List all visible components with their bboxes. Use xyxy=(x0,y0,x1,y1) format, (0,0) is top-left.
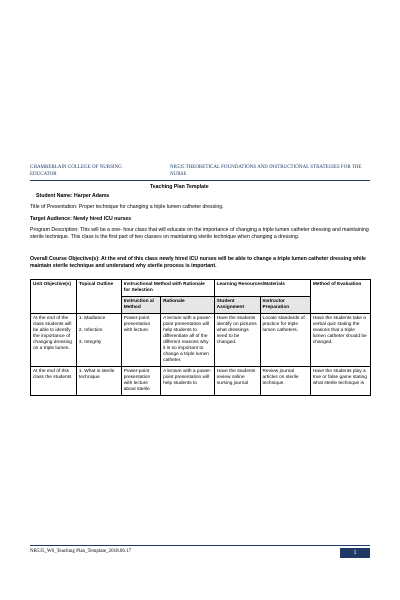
col-preparation: Instructor Preparation xyxy=(260,297,310,314)
cell-method: Power-point presentation with lecture about sterile xyxy=(121,367,160,396)
presentation-title: Title of Presentation: Proper technique for changing a triple lumen catheter dressing. xyxy=(30,204,224,210)
teaching-plan-table xyxy=(30,279,371,396)
cell-topical xyxy=(76,314,121,367)
col-evaluation: Method of Evaluation xyxy=(310,280,370,314)
page-footer xyxy=(30,545,370,560)
col-method: Instruction al Method xyxy=(121,297,160,314)
col-instructional-method: Instructional Method with Rationale for Selection xyxy=(121,280,214,297)
cell-preparation: Locate standards of practice for triple lumen catheters. xyxy=(260,314,310,367)
cell-rationale: A lecture with a power-point presentation will help students to differentiate all of the different reasons why it is so important to change a triple lumen catheter. xyxy=(161,314,215,367)
cell-preparation: Review journal articles on sterile technique. xyxy=(260,367,310,396)
cell-topical xyxy=(76,367,121,396)
cell-evaluation: Have the students take a verbal quiz stating the reasons that a triple lumen catheter should be changed. xyxy=(310,314,370,367)
document-title: Teaching Plan Template xyxy=(150,184,209,190)
page-header xyxy=(30,164,370,181)
cell-assignment: Have the students review online nursing journal xyxy=(214,367,260,396)
col-topical-outline: Topical Outline xyxy=(76,280,121,314)
student-name: Student Name: Harper Adams xyxy=(36,193,110,199)
col-learning-resources: Learning Resources/Materials xyxy=(214,280,310,297)
target-audience: Target Audience: Newly hired ICU nurses xyxy=(30,216,132,222)
header-right: NR535 THEORETICAL FOUNDATIONS AND INSTRUCTIONAL STRATEGIES FOR THE NURSE xyxy=(170,165,362,177)
cell-unit: At the end of the class students will be able to identify the importance of changing dressing on a triple lumen. xyxy=(31,314,77,367)
cell-evaluation: Have the students play a true or false game stating what sterile technique is xyxy=(310,367,370,396)
col-unit-objectives: Unit Objective(s) xyxy=(31,280,77,314)
table-row xyxy=(31,314,371,367)
page-number: 1 xyxy=(340,548,370,558)
topic-item: 2. Infection xyxy=(78,328,103,333)
topic-item: 1. Madtance xyxy=(78,316,106,321)
cell-unit: At the end of this class the students xyxy=(31,367,77,396)
footer-filename: NR535_W6_Teaching Plan_Template_2018.06.17 xyxy=(30,549,132,554)
topic-item: 3. Integrity xyxy=(78,340,102,345)
col-assignment: Student Assignment xyxy=(214,297,260,314)
program-description: Program Description: This will be a one- hour class that will educate on the importance of changing a triple lumen catheter dressing and maintaining sterile technique. This class is the first part of two classes on maintaining sterile technique when changing a dressing. xyxy=(30,227,369,240)
header-left: CHAMBERLAIN COLLEGE OF NURSING EDUCATOR xyxy=(30,165,122,177)
cell-method: Power-point presentation with lecture. xyxy=(121,314,160,367)
cell-assignment: Have the students identify on pictures what dressings need to be changed. xyxy=(214,314,260,367)
overall-objective: Overall Course Objective(s): At the end of this class newly hired ICU nurses will be able to change a triple lumen catheter dressing while maintain sterile technique and understand why sterile process is important. xyxy=(30,256,366,269)
cell-rationale: A lecture with a power-point presentation will help students to xyxy=(161,367,215,396)
table-row xyxy=(31,367,371,396)
topic-item: 1. What is sterile technique xyxy=(78,369,115,380)
col-rationale: Rationale xyxy=(161,297,215,314)
